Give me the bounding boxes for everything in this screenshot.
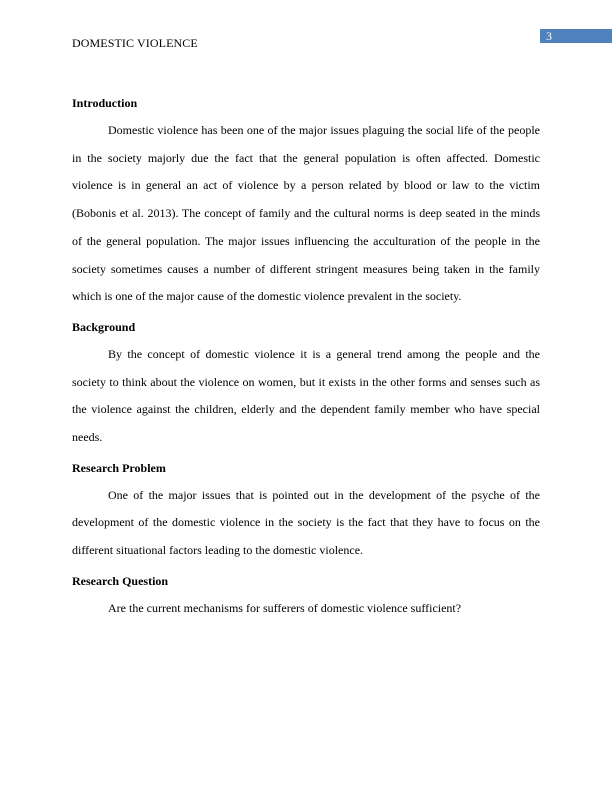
section-heading: Background [72,319,136,334]
section-paragraph: One of the major issues that is pointed out in the development of the psyche of the development of the domestic violence in the society is the fact that they have to focus on the different situational factors leading to the domestic violence. [72,487,540,558]
section-paragraph: Domestic violence has been one of the major issues plaguing the social life of the people in the society majorly due the fact that the general population is often affected. Domestic violence is in general an act of violence by a person related by blood or law to the victim (Bobonis et al. 2013). The concept of family and the cultural norms is deep seated in the minds of the general population. The major issues influencing the acculturation of the people in the society sometimes causes a number of different stringent measures being taken in the family which is one of the major cause of the domestic violence prevalent in the society. [72,123,540,304]
running-head: DOMESTIC VIOLENCE [72,36,198,50]
section-heading: Introduction [72,96,138,110]
section-research-problem [72,460,540,565]
section-research-question [72,573,540,623]
section-heading: Research Question [72,573,169,588]
section-heading: Research Problem [72,460,166,475]
section-background [72,319,540,452]
page-number-badge [540,29,612,43]
section-introduction [72,95,540,311]
page-number: 3 [546,29,552,43]
section-paragraph: By the concept of domestic violence it is a general trend among the people and the society to think about the violence on women, but it exists in the other forms and senses such as the violence against the children, elderly and the dependent family member who have special needs. [72,346,540,445]
section-paragraph: Are the current mechanisms for sufferers of domestic violence sufficient? [108,600,462,615]
document-body [72,95,540,631]
